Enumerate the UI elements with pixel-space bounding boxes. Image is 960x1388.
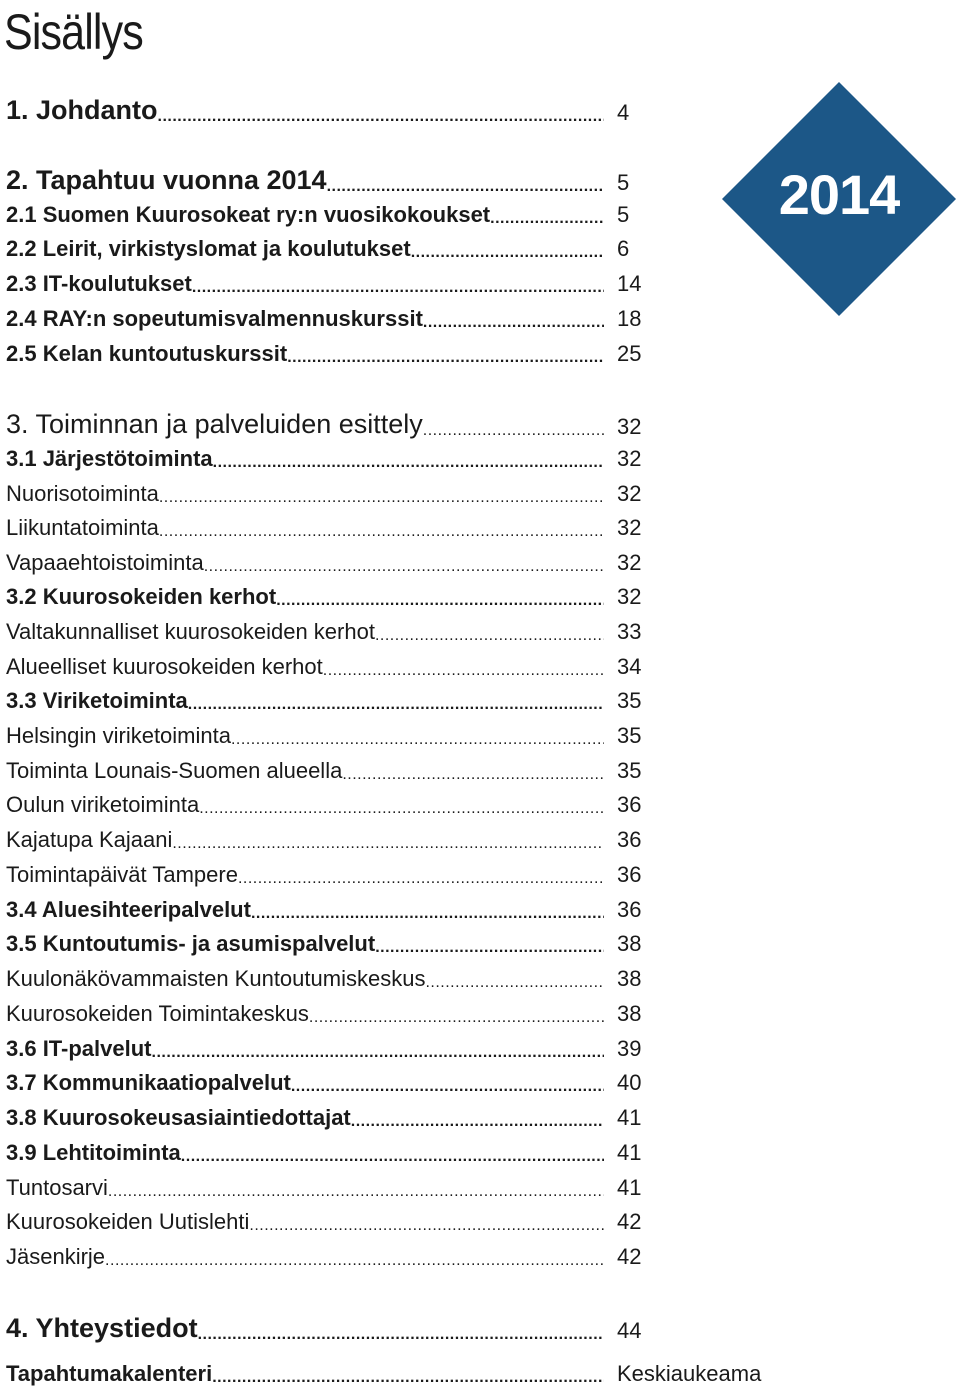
toc-entry-label: Nuorisotoiminta [6,481,159,506]
dot-leader [490,210,604,228]
dot-leader [249,1217,604,1235]
toc-entry [6,893,604,923]
toc-entry [6,1032,604,1062]
dot-leader [251,905,604,923]
toc-page-number: 32 [617,481,642,506]
page-title: Sisällys [4,4,143,60]
toc-entry [6,267,604,297]
dot-leader [105,1252,604,1270]
toc-page-number: 44 [617,1318,642,1343]
toc-entry-label: 3.9 Lehtitoiminta [6,1140,181,1165]
toc-entry [6,1205,604,1235]
toc-entry [6,198,604,228]
toc-entry-label: 2.1 Suomen Kuurosokeat ry:n vuosikokoukset [6,202,491,227]
dot-leader [108,1183,604,1201]
toc-page-number: 38 [617,1001,642,1026]
dot-leader [342,766,604,784]
toc-page-number: 42 [617,1209,642,1234]
toc-entry-label: 3.5 Kuntoutumis- ja asumispalvelut [6,931,376,956]
toc-page-number: 42 [617,1244,642,1269]
toc-page-number: 5 [617,170,630,195]
toc-entry [6,1136,604,1166]
toc-entry [6,337,604,367]
dot-leader [423,314,604,332]
toc-entry-label: 3.3 Viriketoiminta [6,688,188,713]
toc-page-number: 14 [617,271,642,296]
toc-page-number: 32 [617,550,642,575]
toc-entry-label: 2.4 RAY:n sopeutumisvalmennuskurssit [6,306,423,331]
toc-page-number: 5 [617,202,630,227]
toc-entry [6,90,604,126]
toc-entry-label: 2.3 IT-koulutukset [6,271,192,296]
dot-leader [198,1326,604,1344]
toc-page-number: 41 [617,1105,642,1130]
toc-entry-label: Kajatupa Kajaani [6,827,173,852]
toc-page-number: 41 [617,1140,642,1165]
toc-entry [6,719,604,749]
toc-entry-label: 3.2 Kuurosokeiden kerhot [6,584,277,609]
dot-leader [375,939,604,957]
toc-page-number: 41 [617,1175,642,1200]
dot-leader [327,178,604,196]
toc-entry [6,1171,604,1201]
toc-entry-label: 3.7 Kommunikaatiopalvelut [6,1070,291,1095]
toc-entry [6,997,604,1027]
toc-entry [6,788,604,818]
toc-entry-label: Oulun viriketoiminta [6,792,200,817]
toc-entry-label: 3. Toiminnan ja palveluiden esittely [6,409,423,439]
dot-leader [276,592,604,610]
toc-page-number: 33 [617,619,642,644]
toc-page-number: 39 [617,1036,642,1061]
toc-entry [6,404,604,440]
badge-year: 2014 [778,163,900,226]
toc-entry-label: 4. Yhteystiedot [6,1313,198,1343]
toc-entry [6,650,604,680]
toc-entry [6,1357,604,1387]
toc-page-number: 4 [617,100,630,125]
toc-entry [6,302,604,332]
toc-entry [6,823,604,853]
toc-entry-label: Jäsenkirje [6,1244,106,1269]
dot-leader [159,489,604,507]
dot-leader [181,1148,604,1166]
toc-entry [6,442,604,472]
toc-page-number: 36 [617,897,642,922]
toc-entry-label: 3.1 Järjestötoiminta [6,446,213,471]
toc-page-number: 35 [617,723,642,748]
toc-entry [6,858,604,888]
toc-entry-label: Toiminta Lounais-Suomen alueella [6,758,343,783]
toc-entry-label: Tuntosarvi [6,1175,108,1200]
toc-entry-label: 3.6 IT-palvelut [6,1036,152,1061]
dot-leader [172,835,604,853]
toc-entry-label: Alueelliset kuurosokeiden kerhot [6,654,323,679]
toc-entry [6,160,604,196]
toc-page-number: 36 [617,827,642,852]
toc-page-number: 18 [617,306,642,331]
toc-entry-label: 2.2 Leirit, virkistyslomat ja koulutukset [6,236,411,261]
toc-page-number: 38 [617,931,642,956]
dot-leader [204,558,604,576]
toc-entry [6,232,604,262]
toc-entry-label: Liikuntatoiminta [6,515,159,540]
toc-entry [6,1101,604,1131]
toc-page-number: 25 [617,341,642,366]
dot-leader [231,731,604,749]
toc-entry [6,1240,604,1270]
toc-entry-label: Tapahtumakalenteri [6,1361,213,1386]
toc-entry [6,580,604,610]
dot-leader [309,1009,604,1027]
toc-entry [6,962,604,992]
toc-entry-label: Helsingin viriketoiminta [6,723,231,748]
toc-entry [6,477,604,507]
toc-page-number: 32 [617,584,642,609]
toc-entry [6,615,604,645]
toc-page-number: 36 [617,792,642,817]
toc-entry-label: Kuulonäkövammaisten Kuntoutumiskeskus [6,966,426,991]
toc-page-number: 6 [617,236,630,261]
dot-leader [212,1369,604,1387]
toc-page-number: Keskiaukeama [617,1361,762,1386]
toc-page-number: 36 [617,862,642,887]
toc-entry [6,927,604,957]
dot-leader [375,627,604,645]
dot-leader [351,1113,604,1131]
toc-page-number: 32 [617,414,642,439]
toc-page-number: 38 [617,966,642,991]
dot-leader [411,244,604,262]
toc-entry-label: 1. Johdanto [6,95,158,125]
dot-leader [291,1078,604,1096]
year-badge [722,82,956,316]
dot-leader [213,454,604,472]
toc-page-number: 32 [617,446,642,471]
dot-leader [287,349,604,367]
dot-leader [159,523,604,541]
toc-entry-label: 3.8 Kuurosokeusasiaintiedottajat [6,1105,351,1130]
toc-entry-label: Kuurosokeiden Uutislehti [6,1209,250,1234]
toc-entry [6,1066,604,1096]
toc-entry-label: Vapaaehtoistoiminta [6,550,204,575]
dot-leader [425,974,604,992]
toc-entry-label: 3.4 Aluesihteeripalvelut [6,897,251,922]
toc-entry [6,1308,604,1344]
toc-page-number: 35 [617,758,642,783]
toc-entry [6,546,604,576]
toc-entry-label: Toimintapäivät Tampere [6,862,238,887]
dot-leader [158,108,604,126]
dot-leader [199,800,604,818]
toc-page-number: 40 [617,1070,642,1095]
toc-page-number: 35 [617,688,642,713]
toc-entry [6,754,604,784]
dot-leader [192,279,604,297]
dot-leader [188,696,604,714]
toc-entry-label: Kuurosokeiden Toimintakeskus [6,1001,309,1026]
toc-entry [6,684,604,714]
toc-entry-label: 2.5 Kelan kuntoutuskurssit [6,341,288,366]
dot-leader [238,870,604,888]
toc-entry-label: 2. Tapahtuu vuonna 2014 [6,165,327,195]
toc-entry-label: Valtakunnalliset kuurosokeiden kerhot [6,619,375,644]
toc-page-number: 34 [617,654,642,679]
dot-leader [152,1044,605,1062]
toc-page-number: 32 [617,515,642,540]
dot-leader [323,662,604,680]
toc-entry [6,511,604,541]
dot-leader [423,422,604,440]
